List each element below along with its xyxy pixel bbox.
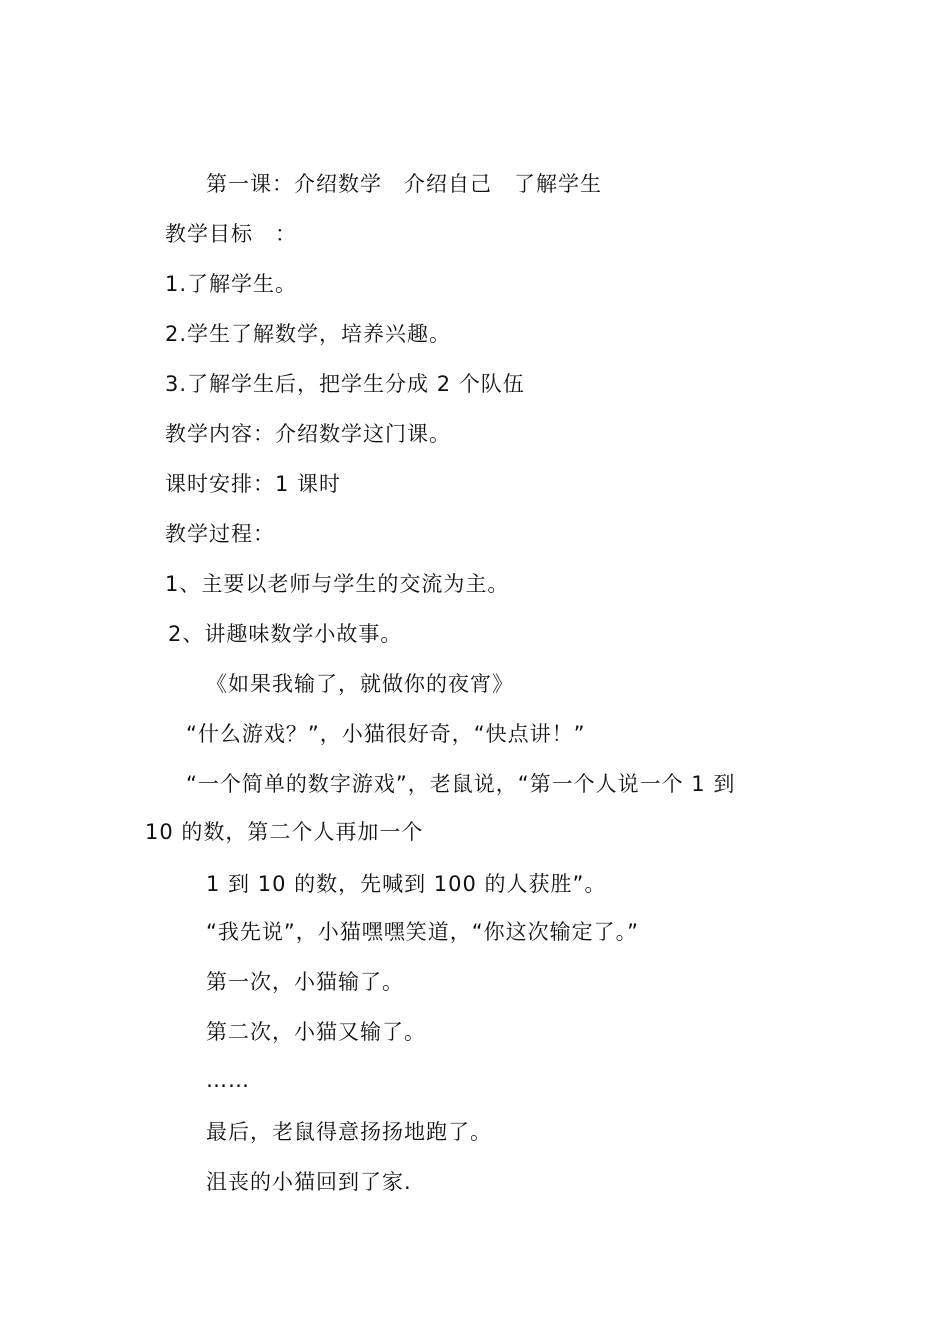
story-line: “什么游戏？”，小猫很好奇，“快点讲！” <box>186 722 586 746</box>
story-title: 《如果我输了，就做你的夜宵》 <box>206 672 514 696</box>
lesson-title: 第一课：介绍数学 介绍自己 了解学生 <box>206 172 602 196</box>
process-heading: 教学过程： <box>165 522 275 546</box>
story-ellipsis: …… <box>206 1068 250 1092</box>
process-step: 1、主要以老师与学生的交流为主。 <box>165 572 510 596</box>
objectives-heading: 教学目标 ： <box>165 222 297 246</box>
story-line: 第二次，小猫又输了。 <box>206 1020 426 1044</box>
story-line: 10 的数，第二个人再加一个 <box>145 820 424 844</box>
story-line: “一个简单的数字游戏”，老鼠说，“第一个人说一个 1 到 <box>186 772 736 796</box>
schedule-line: 课时安排：1 课时 <box>165 472 342 496</box>
story-line: 第一次，小猫输了。 <box>206 970 404 994</box>
story-line: 沮丧的小猫回到了家. <box>206 1170 412 1194</box>
objective-item: 2.学生了解数学，培养兴趣。 <box>165 322 452 346</box>
process-step: 2、讲趣味数学小故事。 <box>168 622 403 646</box>
story-line: “我先说”，小猫嘿嘿笑道，“你这次输定了。” <box>206 920 640 944</box>
story-line: 1 到 10 的数，先喊到 100 的人获胜”。 <box>206 872 607 896</box>
story-line: 最后，老鼠得意扬扬地跑了。 <box>206 1120 492 1144</box>
objective-item: 1.了解学生。 <box>165 272 298 296</box>
objective-item: 3.了解学生后，把学生分成 2 个队伍 <box>165 372 525 396</box>
content-line: 教学内容：介绍数学这门课。 <box>165 422 451 446</box>
